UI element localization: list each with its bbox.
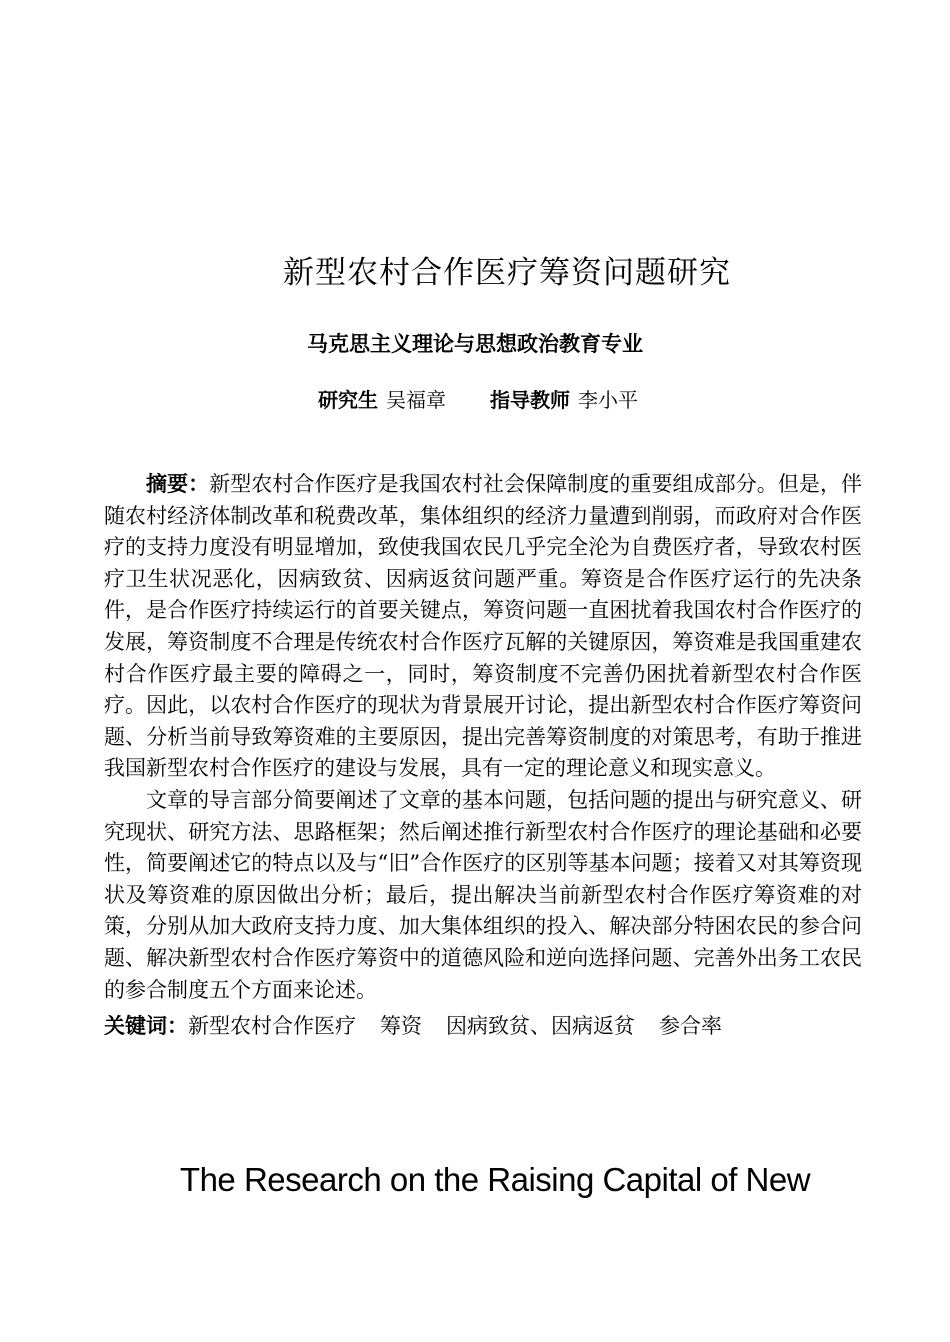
student-label: 研究生 <box>318 388 378 412</box>
keyword-item: 参合率 <box>659 1014 722 1038</box>
english-title: The Research on the Raising Capital of New <box>179 1161 811 1198</box>
keywords-line <box>104 1010 884 1042</box>
keyword-item: 因病致贫、因病返贫 <box>446 1014 635 1038</box>
abstract-text-2: 文章的导言部分简要阐述了文章的基本问题，包括问题的提出与研究意义、研究现状、研究方法、思路框架；然后阐述推行新型农村合作医疗的理论基础和必要性，简要阐述它的特点以及与“旧”合作医疗的区别等基本问题；接着又对其筹资现状及筹资难的原因做出分析；最后，提出解决当前新型农村合作医疗筹资难的对策，分别从加大政府支持力度、加大集体组织的投入、解决部分特困农民的参合问题、解决新型农村合作医疗筹资中的道德风险和逆向选择问题、完善外出务工农民的参合制度五个方面来论述。 <box>104 787 862 1002</box>
advisor-name: 李小平 <box>578 388 638 412</box>
abstract-section <box>104 469 862 1006</box>
keyword-item: 筹资 <box>380 1014 422 1038</box>
major-line: 马克思主义理论与思想政治教育专业 <box>307 332 643 356</box>
chinese-title: 新型农村合作医疗筹资问题研究 <box>283 255 731 291</box>
student-name: 吴福章 <box>386 388 446 412</box>
abstract-text-1: 新型农村合作医疗是我国农村社会保障制度的重要组成部分。但是，伴随农村经济体制改革和税费改革，集体组织的经济力量遭到削弱，而政府对合作医疗的支持力度没有明显增加，致使我国农民几乎完全沦为自费医疗者，导致农村医疗卫生状况恶化，因病致贫、因病返贫问题严重。筹资是合作医疗运行的先决条件，是合作医疗持续运行的首要关键点，筹资问题一直困扰着我国农村合作医疗的发展，筹资制度不合理是传统农村合作医疗瓦解的关键原因，筹资难是我国重建农村合作医疗最主要的障碍之一，同时，筹资制度不完善仍困扰着新型农村合作医疗。因此，以农村合作医疗的现状为背景展开讨论，提出新型农村合作医疗筹资问题、分析当前导致筹资难的主要原因，提出完善筹资制度的对策思考，有助于推进我国新型农村合作医疗的建设与发展，具有一定的理论意义和现实意义。 <box>104 472 863 781</box>
keyword-item: 新型农村合作医疗 <box>188 1014 356 1038</box>
advisor-label: 指导教师 <box>490 388 570 412</box>
author-line <box>318 385 638 415</box>
abstract-paragraph-1 <box>104 469 862 785</box>
abstract-label: 摘要： <box>146 472 210 496</box>
keywords-label: 关键词： <box>104 1014 188 1038</box>
abstract-paragraph-2 <box>104 785 862 1006</box>
